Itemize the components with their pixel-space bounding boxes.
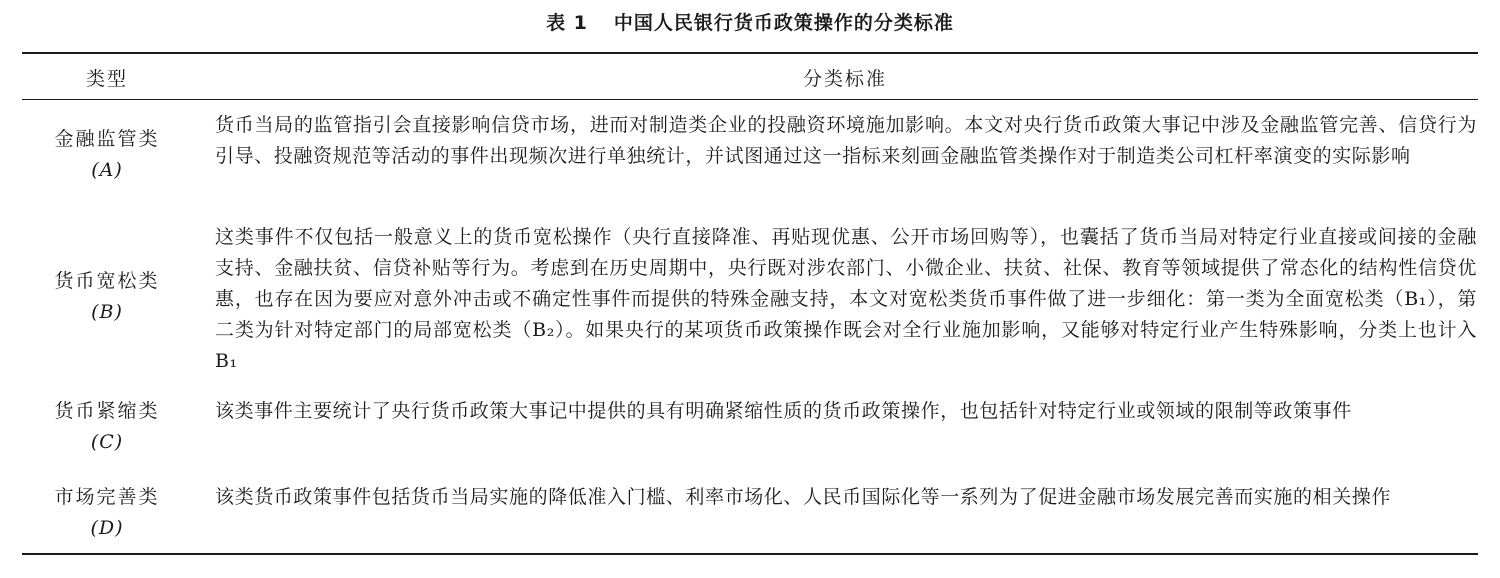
category-name: 金融监管类 — [54, 128, 160, 150]
header-type: 类型 — [85, 68, 128, 90]
criteria-cell — [215, 222, 1477, 377]
category-cell — [22, 396, 192, 458]
header-criteria: 分类标准 — [802, 68, 887, 90]
category-code: (D) — [90, 517, 124, 539]
category-code: (B) — [91, 301, 123, 323]
table-caption — [0, 8, 1500, 35]
criteria-cell — [215, 482, 1477, 513]
category-code: (A) — [91, 159, 123, 181]
table-number: 表 1 — [546, 12, 588, 34]
category-code: (C) — [90, 431, 124, 453]
criteria-text: 这类事件不仅包括一般意义上的货币宽松操作（央行直接降准、再贴现优惠、公开市场回购等），也囊括了货币当局对特定行业直接或间接的金融支持、金融扶贫、信贷补贴等行为。考虑到在历史周期中，央行既对涉农部门、小微企业、扶贫、社保、教育等领域提供了常态化的结构性信贷优惠，也存在因为要应对意外冲击或不确定性事件而提供的特殊金融支持，本文对宽松类货币事件做了进一步细化：第一类为全面宽松类（B₁），第二类为针对特定部门的局部宽松类（B₂）。如果央行的某项货币政策操作既会对全行业施加影响，又能够对特定行业产生特殊影响，分类上也计入 B₁ — [215, 226, 1477, 372]
criteria-cell — [215, 110, 1477, 172]
category-cell — [22, 124, 192, 186]
table-header-rule — [22, 99, 1478, 100]
category-cell — [22, 266, 192, 328]
category-cell — [22, 482, 192, 544]
criteria-text: 货币当局的监管指引会直接影响信贷市场，进而对制造类企业的投融资环境施加影响。本文对央行货币政策大事记中涉及金融监管完善、信贷行为引导、投融资规范等活动的事件出现频次进行单独统计，并试图通过这一指标来刻画金融监管类操作对于制造类公司杠杆率演变的实际影响 — [215, 114, 1477, 167]
table-top-rule — [22, 52, 1478, 54]
criteria-cell — [215, 396, 1477, 427]
criteria-text: 该类货币政策事件包括货币当局实施的降低准入门槛、利率市场化、人民币国际化等一系列为了促进金融市场发展完善而实施的相关操作 — [215, 486, 1392, 508]
category-name: 市场完善类 — [54, 486, 160, 508]
table-bottom-rule — [22, 553, 1478, 555]
category-name: 货币紧缩类 — [54, 400, 160, 422]
criteria-text: 该类事件主要统计了央行货币政策大事记中提供的具有明确紧缩性质的货币政策操作，也包括针对特定行业或领域的限制等政策事件 — [215, 400, 1352, 422]
table-title: 中国人民银行货币政策操作的分类标准 — [613, 12, 954, 34]
category-name: 货币宽松类 — [54, 270, 160, 292]
